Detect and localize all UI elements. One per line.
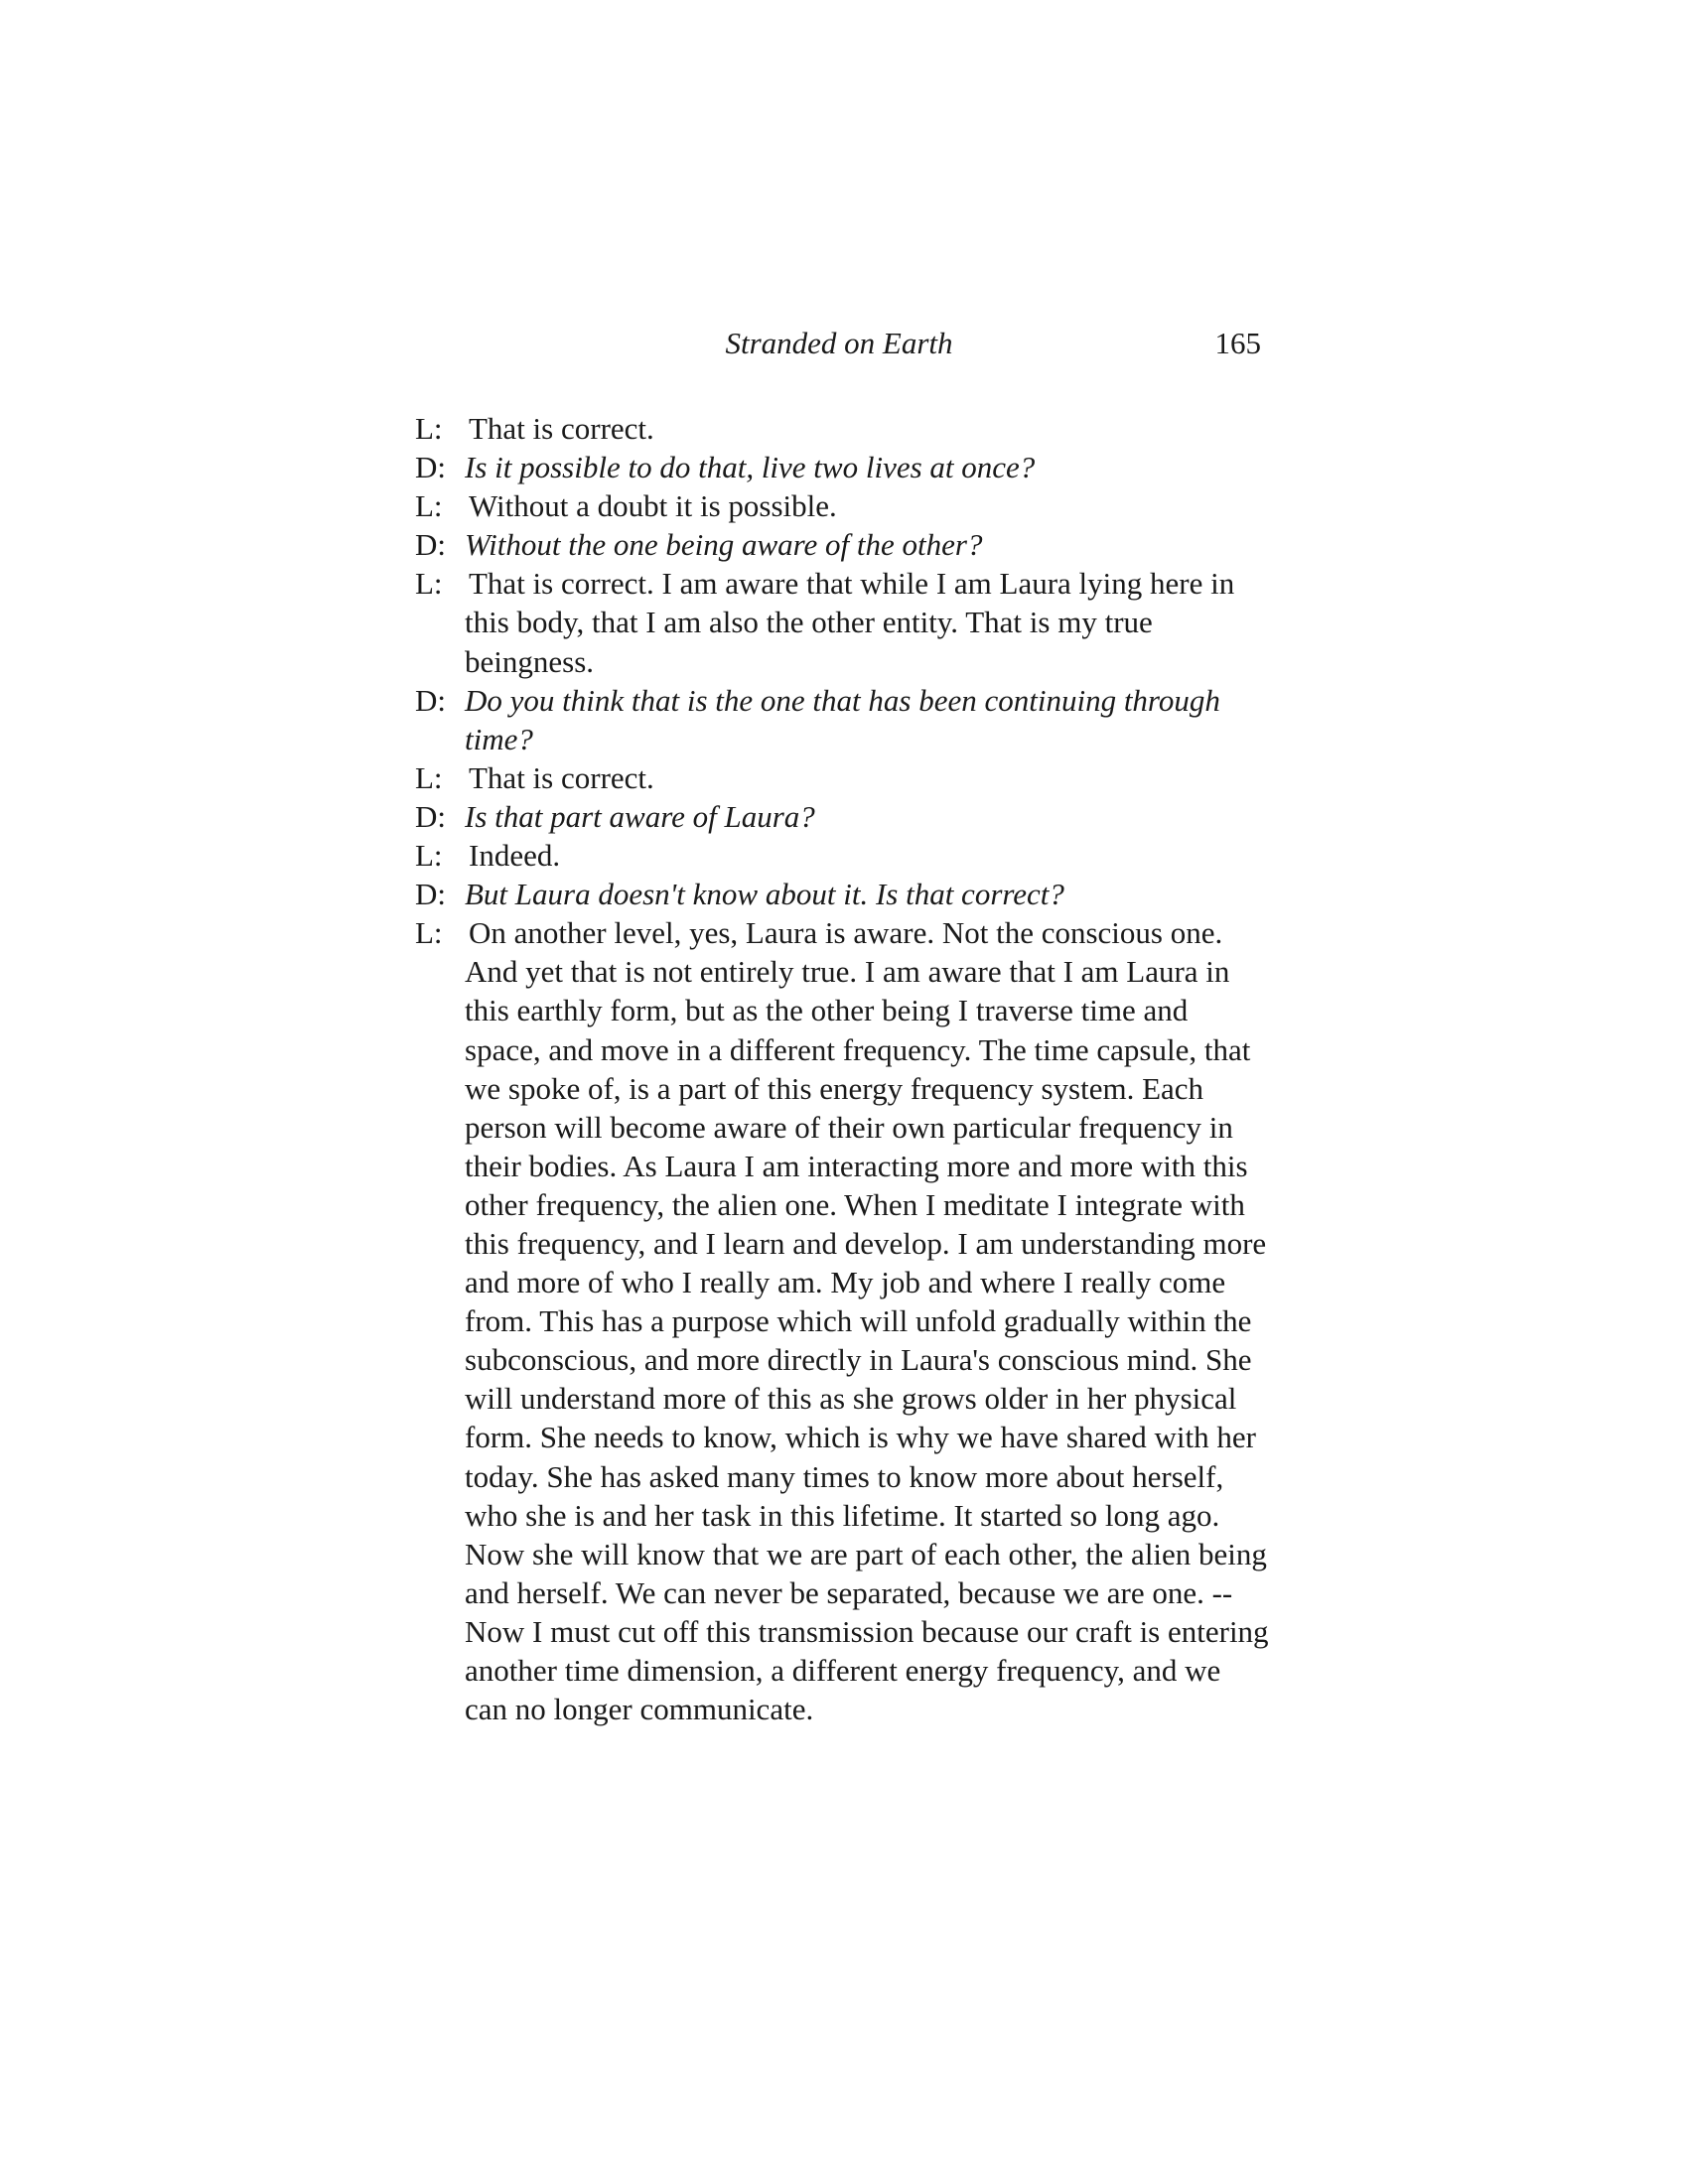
speaker-label: L: [415, 759, 443, 795]
running-header [417, 324, 1261, 363]
dialogue-line [415, 564, 1269, 680]
speech-text: That is correct. [469, 759, 654, 795]
speech-text: That is correct. I am aware that while I am Laura lying here in this body, that I am also the other entity. That is my true beingness. [465, 566, 1235, 679]
speaker-label: L: [415, 566, 443, 602]
dialogue-line [415, 681, 1269, 758]
speech-text: Indeed. [469, 838, 561, 874]
dialogue-line [415, 448, 1269, 486]
speech-text: Without a doubt it is possible. [469, 488, 837, 524]
question-text: Without the one being aware of the other? [465, 527, 983, 563]
dialogue-line [415, 875, 1269, 913]
speaker-label: D: [415, 450, 446, 485]
page-number: 165 [1214, 326, 1261, 360]
question-text: Do you think that is the one that has been continuing through time? [465, 682, 1220, 756]
speech-text: On another level, yes, Laura is aware. Not the conscious one. And yet that is not entirely true. I am aware that I am Laura in this earthly form, but as the other being I traverse time and space, and move in a different frequency. The time capsule, that we spoke of, is a part of this energy frequency system. Each person will become aware of their own particular frequency in their bodies. As Laura I am interacting more and more with this other frequency, the alien one. When I meditate I integrate with this frequency, and I learn and develop. I am understanding more and more of who I really am. My job and where I really come from. This has a purpose which will unfold gradually within the subconscious, and more directly in Laura's conscious mind. She will understand more of this as she grows older in her physical form. She needs to know, which is why we have shared with her today. She has asked many times to know more about herself, who she is and her task in this lifetime. It started so long ago. Now she will know that we are part of each other, the alien being and herself. We can never be separated, because we are one. -- Now I must cut off this transmission because our craft is entering another time dimension, a different energy frequency, and we can no longer communicate. [465, 915, 1269, 1727]
dialogue-line [415, 836, 1269, 875]
dialogue-line [415, 797, 1269, 836]
dialogue-transcript [415, 409, 1269, 1728]
dialogue-line [415, 525, 1269, 564]
dialogue-line [415, 758, 1269, 797]
speaker-label: L: [415, 488, 443, 524]
question-text: Is it possible to do that, live two lives at once? [465, 450, 1036, 485]
speaker-label: D: [415, 682, 446, 718]
speaker-label: D: [415, 527, 446, 563]
speech-text: That is correct. [469, 411, 654, 446]
question-text: But Laura doesn't know about it. Is that correct? [465, 877, 1064, 912]
dialogue-line [415, 913, 1269, 1728]
dialogue-line [415, 409, 1269, 448]
speaker-label: D: [415, 877, 446, 912]
speaker-label: L: [415, 838, 443, 874]
speaker-label: L: [415, 411, 443, 446]
speaker-label: L: [415, 915, 443, 951]
question-text: Is that part aware of Laura? [465, 798, 815, 834]
dialogue-line [415, 486, 1269, 525]
speaker-label: D: [415, 798, 446, 834]
book-title: Stranded on Earth [725, 326, 953, 360]
